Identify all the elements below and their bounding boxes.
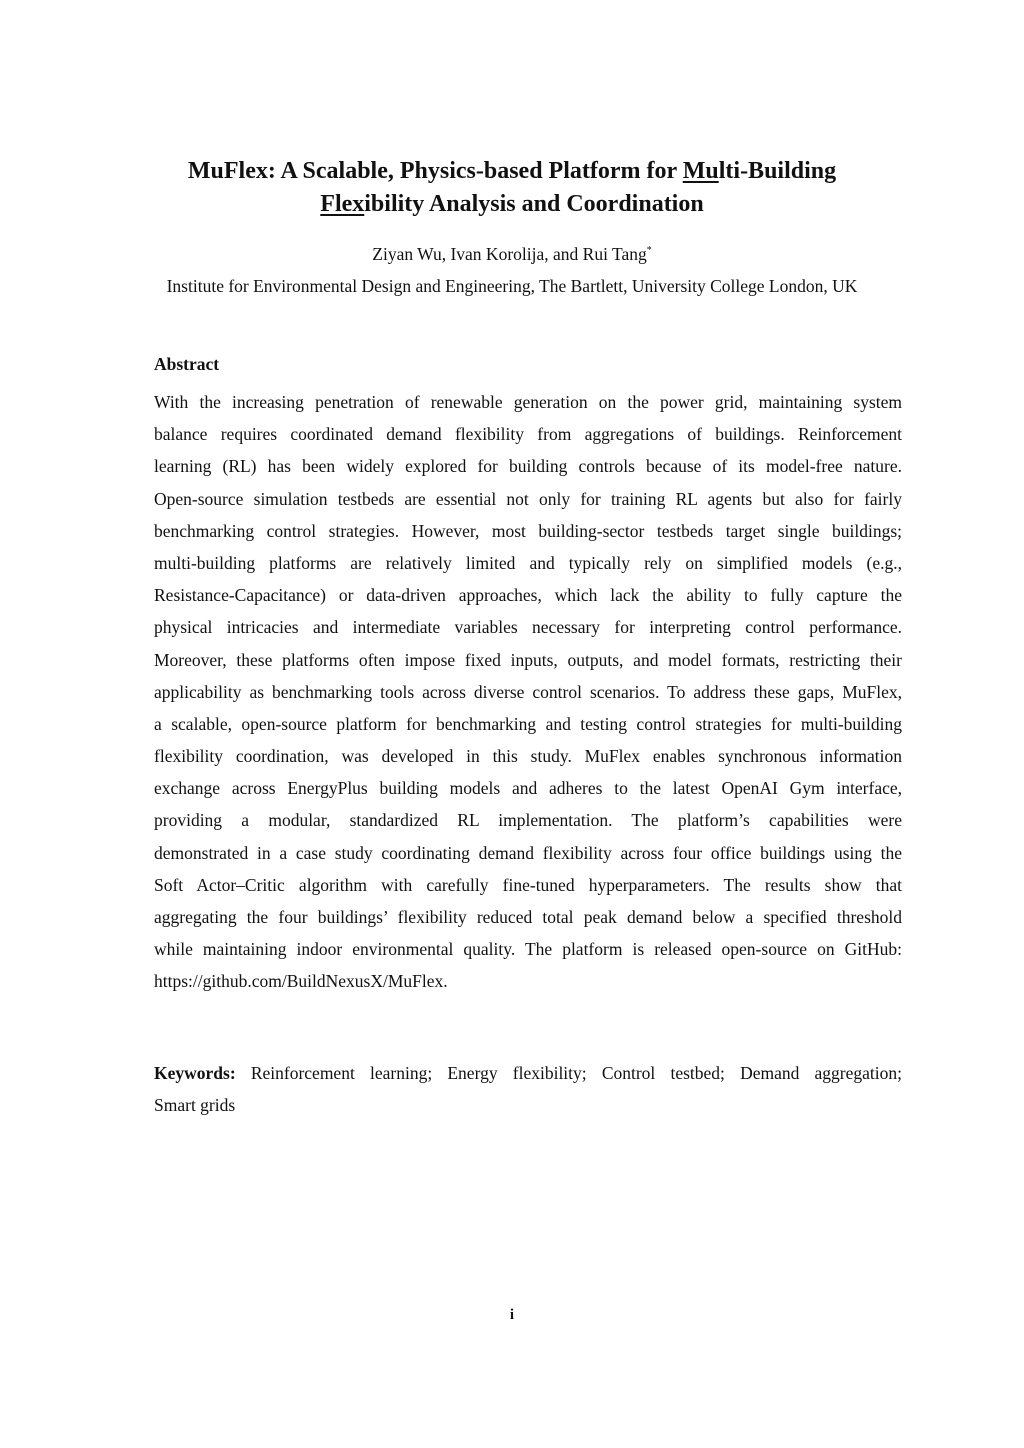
author-names: Ziyan Wu, Ivan Korolija, and Rui Tang xyxy=(372,244,647,264)
keywords-line xyxy=(154,1061,902,1093)
corresponding-author-mark: * xyxy=(646,245,652,257)
author-list xyxy=(100,242,924,266)
affiliation: Institute for Environmental Design and Engineering, The Bartlett, University College London, UK xyxy=(166,276,858,296)
abstract-line: Open-source simulation testbeds are essential not only for training RL agents but also for fairly xyxy=(154,488,902,509)
title-text: lti-Building xyxy=(718,158,837,184)
title-line-2 xyxy=(100,188,924,221)
keywords-line: Smart grids xyxy=(154,1095,236,1116)
abstract-line: physical intricacies and intermediate variables necessary for interpreting control performance. xyxy=(154,617,902,638)
page-number: i xyxy=(509,1307,515,1323)
abstract-line: demonstrated in a case study coordinating demand flexibility across four office buildings using the xyxy=(154,842,902,863)
title-line-1 xyxy=(100,155,924,188)
abstract-line: Moreover, these platforms often impose fixed inputs, outputs, and model formats, restricting their xyxy=(154,649,902,670)
abstract-body xyxy=(154,390,902,1002)
keywords-label: Keywords: xyxy=(154,1063,236,1083)
abstract-heading: Abstract xyxy=(154,354,220,374)
abstract-line: while maintaining indoor environmental quality. The platform is released open-source on GitHub: xyxy=(154,939,902,960)
abstract-line: https://github.com/BuildNexusX/MuFlex. xyxy=(154,971,448,992)
keywords-section xyxy=(154,1061,902,1125)
abstract-line: Soft Actor–Critic algorithm with carefully fine-tuned hyperparameters. The results show that xyxy=(154,874,902,895)
title-underlined-text: Flex xyxy=(320,191,365,217)
abstract-line: exchange across EnergyPlus building models and adheres to the latest OpenAI Gym interface, xyxy=(154,778,902,799)
abstract-line: flexibility coordination, was developed in this study. MuFlex enables synchronous information xyxy=(154,746,902,767)
title-text: MuFlex: A Scalable, Physics-based Platform for xyxy=(187,158,683,184)
abstract-line: Resistance-Capacitance) or data-driven approaches, which lack the ability to fully capture the xyxy=(154,585,902,606)
abstract-line: providing a modular, standardized RL implementation. The platform’s capabilities were xyxy=(154,810,902,831)
abstract-line: aggregating the four buildings’ flexibility reduced total peak demand below a specified threshold xyxy=(154,907,902,927)
abstract-line: With the increasing penetration of renewable generation on the power grid, maintaining system xyxy=(154,392,902,412)
abstract-line: multi-building platforms are relatively limited and typically rely on simplified models (e.g., xyxy=(154,552,902,573)
title-underlined-text: Mu xyxy=(682,158,719,184)
abstract-line: a scalable, open-source platform for benchmarking and testing control strategies for multi-building xyxy=(154,713,902,734)
paper-title xyxy=(100,155,924,221)
abstract-line: benchmarking control strategies. However, most building-sector testbeds target single buildings; xyxy=(154,520,902,541)
abstract-line: applicability as benchmarking tools across diverse control scenarios. To address these gaps, MuFlex, xyxy=(154,681,902,702)
abstract-line: learning (RL) has been widely explored for building controls because of its model-free nature. xyxy=(154,456,902,477)
title-text: ibility Analysis and Coordination xyxy=(364,191,704,217)
keywords-text: Reinforcement learning; Energy flexibility; Control testbed; Demand aggregation; xyxy=(235,1063,902,1083)
abstract-line: balance requires coordinated demand flexibility from aggregations of buildings. Reinforcement xyxy=(154,424,902,445)
